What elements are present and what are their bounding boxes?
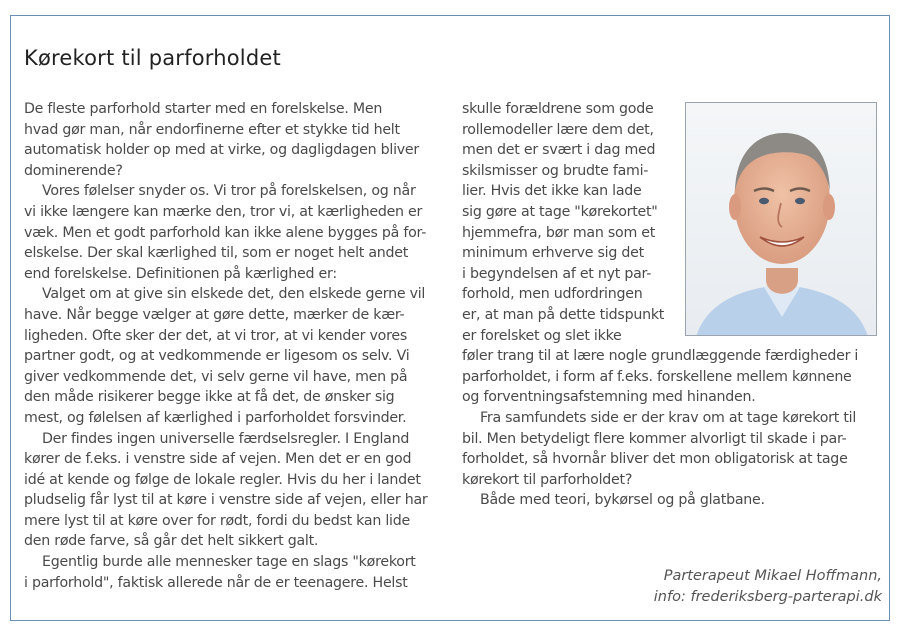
text-line: end forelskelse. Definitionen på kærlighed er:	[24, 265, 337, 282]
text-line: Vores følelser snyder os. Vi tror på forelskelsen, og når	[42, 183, 416, 200]
author-photo	[685, 102, 877, 336]
text-line: hvad gør man, når endorfinerne efter et stykke tid helt	[24, 121, 400, 138]
text-line: dominerende?	[24, 162, 123, 179]
text-line: pludselig får lyst til at køre i venstre side af vejen, eller har	[24, 492, 428, 509]
text-line: ligheden. Ofte sker der det, at vi tror, at vi kender vores	[24, 327, 407, 344]
text-line: kører de f.eks. i venstre side af vejen. Men det er en god	[24, 451, 412, 468]
text-line: skulle forældrene som gode	[462, 101, 654, 117]
article-title: Kørekort til parforholdet	[24, 46, 281, 70]
text-line: De fleste parforhold starter med en forelskelse. Men	[24, 101, 383, 117]
author-signature	[654, 566, 882, 608]
text-line: sig gøre at tage "kørekortet"	[462, 203, 658, 220]
text-line: parforholdet, i form af f.eks. forskellene mellem kønnene	[462, 368, 852, 385]
text-line: den røde farve, så går det helt sikkert galt.	[24, 533, 319, 550]
text-line: idé at kende og følge de lokale regler. Hvis du her i landet	[24, 471, 421, 488]
text-line: forholdet, så hvornår bliver det mon obligatorisk at tage	[462, 451, 848, 468]
text-line: Både med teori, bykørsel og på glatbane.	[480, 492, 765, 509]
text-line: automatisk holder op med at virke, og dagligdagen bliver	[24, 142, 419, 159]
text-line: have. Når begge vælger at gøre dette, mærker de kær-	[24, 306, 405, 323]
text-line: Der findes ingen universelle færdselsregler. I England	[42, 430, 410, 447]
text-line: mere lyst til at køre over for rødt, fordi du bedst kan lide	[24, 512, 410, 529]
text-line: skilsmisser og brudte fami-	[462, 162, 649, 179]
text-line: føler trang til at lære nogle grundlæggende færdigheder i	[462, 348, 859, 365]
text-line: er, at man på dette tidspunkt	[462, 306, 665, 323]
text-line: i parforhold", faktisk allerede når de er teenagere. Helst	[24, 574, 408, 591]
text-line: rollemodeller lære dem det,	[462, 121, 654, 138]
text-line: Egentlig burde alle mennesker tage en slags "kørekort	[42, 554, 416, 571]
text-line: Fra samfundets side er der krav om at tage kørekort til	[480, 409, 857, 426]
text-line: vi ikke længere kan mærke den, tror vi, at kærligheden er	[24, 203, 423, 220]
text-line: i begyndelsen af et nyt par-	[462, 265, 652, 282]
text-line: den måde risikerer begge ikke at få det, de ønsker sig	[24, 389, 395, 406]
text-line: lier. Hvis det ikke kan lade	[462, 183, 642, 200]
text-line: og forventningsafstemning med hinanden.	[462, 389, 756, 406]
text-line: hjemmefra, bør man som et	[462, 224, 656, 241]
text-line: men det er svært i dag med	[462, 142, 656, 159]
text-line: væk. Men et godt parforhold kan ikke alene bygges på for-	[24, 224, 427, 241]
text-line: elskelse. Der skal kærlighed til, som er noget helt andet	[24, 245, 409, 262]
text-line: kørekort til parforholdet?	[462, 471, 633, 488]
text-line: minimum erhverve sig det	[462, 245, 644, 262]
text-line: forhold, men udfordringen	[462, 286, 643, 303]
text-line: er forelsket og slet ikke	[462, 327, 622, 344]
signature-contact: info: frederiksberg-parterapi.dk	[653, 589, 882, 605]
text-line: Valget om at give sin elskede det, den elskede gerne vil	[42, 286, 426, 303]
text-line: mest, og følelsen af kærlighed i parforholdet forsvinder.	[24, 409, 407, 426]
article-column-left	[24, 99, 444, 593]
text-line: bil. Men betydeligt flere kommer alvorligt til skade i par-	[462, 430, 847, 447]
text-line: partner godt, og at vedkommende er ligesom os selv. Vi	[24, 348, 410, 365]
text-line: giver vedkommende det, vi selv gerne vil have, men på	[24, 368, 408, 385]
signature-name: Parterapeut Mikael Hoffmann,	[663, 568, 882, 584]
